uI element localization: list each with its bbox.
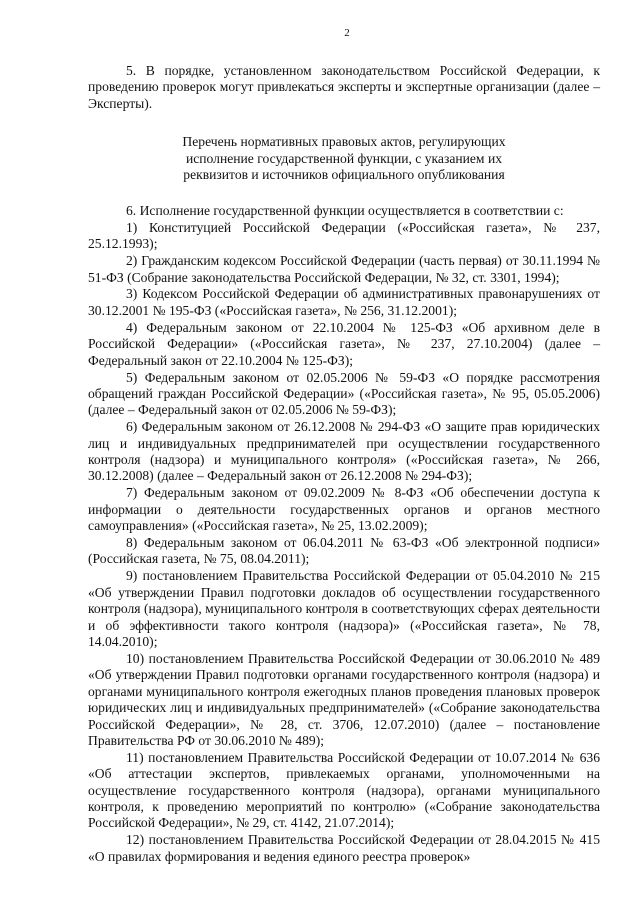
paragraph-6-lead: 6. Исполнение государственной функции осуществляется в соответствии с: bbox=[126, 203, 564, 219]
list-item-11: 11) постановлением Правительства Российской Федерации от 10.07.2014 № 636 «Об аттестации экспертов, привлекаемых органами, уполномоченными на осуществление государственного контроля (надзора), органами муниципального контроля, к проведению мероприятий по контролю» («Собрание законодательства Российской Федерации», № 29, ст. 4142, 21.07.2014); bbox=[88, 749, 600, 831]
list-item-3: 3) Кодексом Российской Федерации об административных правонарушениях от 30.12.2001 № 195-ФЗ («Российская газета», № 256, 31.12.2001); bbox=[88, 286, 600, 318]
list-item-9: 9) постановлением Правительства Российской Федерации от 05.04.2010 № 215 «Об утверждении Правил подготовки докладов об осуществлении государственного контроля (надзора), муниципального контроля в соответствующих сферах деятельности и об эффективности такого контроля (надзора)» («Российская газета», № 78, 14.04.2010); bbox=[88, 568, 600, 649]
list-item-4: 4) Федеральным законом от 22.10.2004 № 125-ФЗ «Об архивном деле в Российской Федерации» («Российская газета», № 237, 27.10.2004) (далее – Федеральный закон от 22.10.2004 № 125-ФЗ); bbox=[88, 319, 600, 368]
list-item-10: 10) постановлением Правительства Российской Федерации от 30.06.2010 № 489 «Об утверждении Правил подготовки органами государственного контроля (надзора) и органами муниципального контроля ежегодных планов проведения плановых проверок юридических лиц и индивидуальных предпринимателей» («Собрание законодательства Российской Федерации», № 28, ст. 3706, 12.07.2010) (далее – постановление Правительства РФ от 30.06.2010 № 489); bbox=[88, 650, 600, 748]
list-item-7: 7) Федеральным законом от 09.02.2009 № 8-ФЗ «Об обеспечении доступа к информации о деятельности государственных органов и органов местного самоуправления» («Российская газета», № 25, 13.02.2009); bbox=[88, 485, 600, 534]
list-item-8: 8) Федеральным законом от 06.04.2011 № 63-ФЗ «Об электронной подписи» (Российская газета, № 75, 08.04.2011); bbox=[88, 535, 600, 567]
heading-line-1: Перечень нормативных правовых актов, регулирующих bbox=[182, 134, 506, 150]
section-heading bbox=[88, 134, 600, 183]
list-item-2: 2) Гражданским кодексом Российской Федерации (часть первая) от 30.11.1994 № 51-ФЗ (Собрание законодательства Российской Федерации, № 32, ст. 3301, 1994); bbox=[88, 253, 600, 285]
document-page bbox=[88, 26, 600, 866]
legal-acts-list bbox=[88, 220, 600, 865]
page-number: 2 bbox=[344, 27, 350, 39]
list-item-12: 12) постановлением Правительства Российской Федерации от 28.04.2015 № 415 «О правилах формирования и ведения единого реестра проверок» bbox=[88, 832, 600, 864]
paragraph-5: 5. В порядке, установленном законодательством Российской Федерации, к проведению проверок могут привлекаться эксперты и экспертные организации (далее – Эксперты). bbox=[88, 63, 600, 111]
list-item-5: 5) Федеральным законом от 02.05.2006 № 59-ФЗ «О порядке рассмотрения обращений граждан Российской Федерации» («Российская газета», № 95, 05.05.2006) (далее – Федеральный закон от 02.05.2006 № 59-ФЗ); bbox=[88, 369, 600, 418]
heading-line-3: реквизитов и источников официального опубликования bbox=[183, 167, 505, 183]
heading-line-2: исполнение государственной функции, с указанием их bbox=[185, 150, 503, 166]
list-item-1: 1) Конституцией Российской Федерации («Российская газета», № 237, 25.12.1993); bbox=[88, 219, 600, 252]
list-item-6: 6) Федеральным законом от 26.12.2008 № 294-ФЗ «О защите прав юридических лиц и индивидуальных предпринимателей при осуществлении государственного контроля (надзора) и муниципального контроля» («Российская газета», № 266, 30.12.2008) (далее – Федеральный закон от 26.12.2008 № 294-ФЗ); bbox=[88, 419, 600, 484]
